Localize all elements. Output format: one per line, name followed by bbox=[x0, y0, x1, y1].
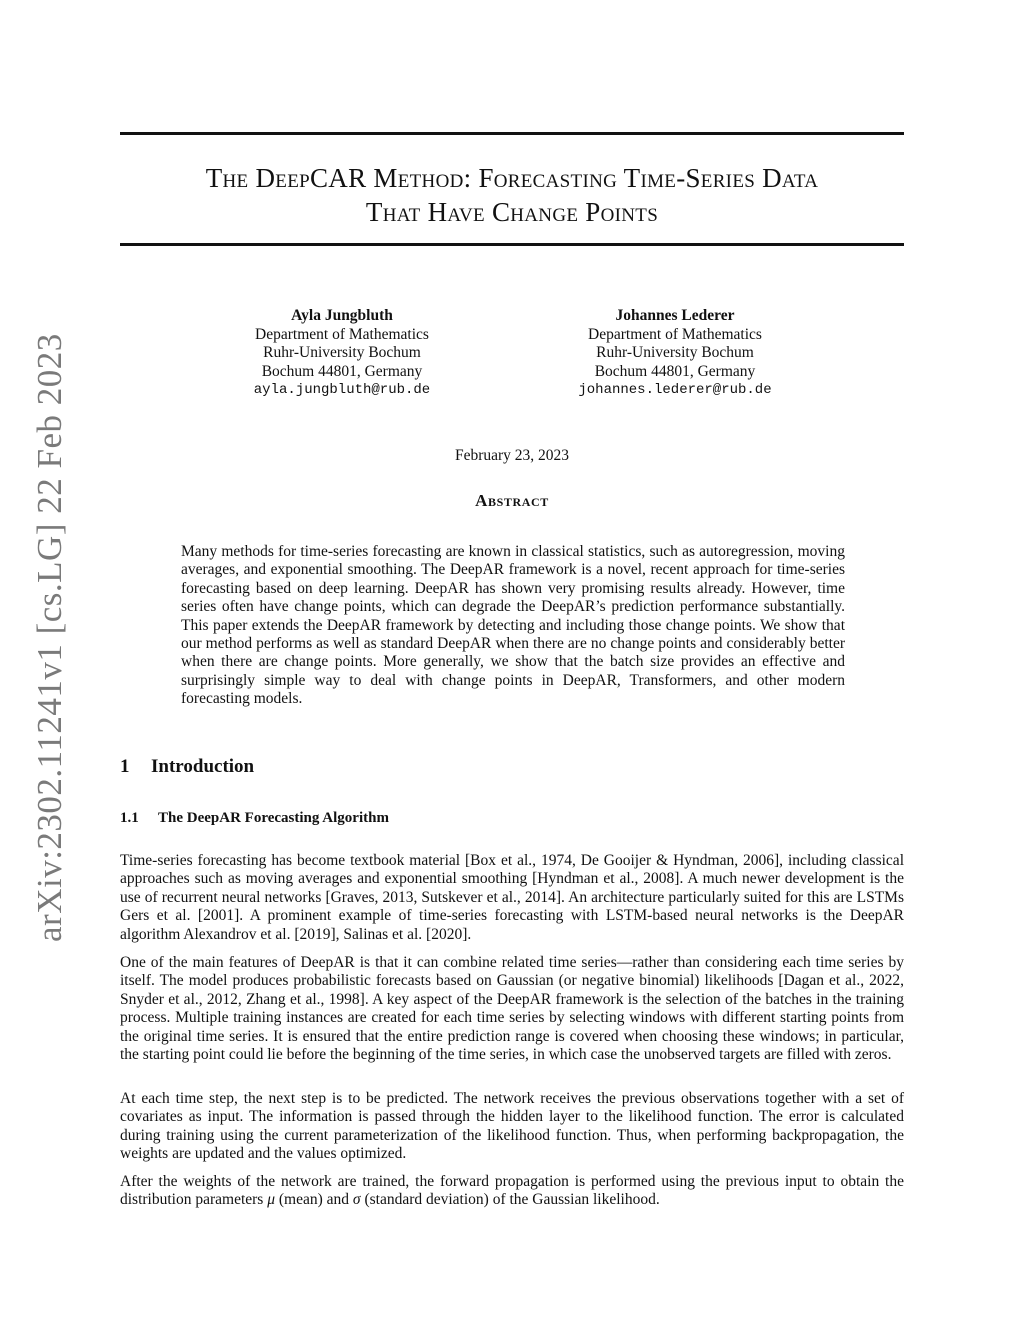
author-address: Bochum 44801, Germany bbox=[594, 362, 756, 380]
title-line-1: The DeepCAR Method: Forecasting Time-Series Data bbox=[205, 163, 819, 193]
author-department: Department of Mathematics bbox=[588, 325, 762, 343]
body-paragraph bbox=[120, 1173, 904, 1210]
title-line-2: That Have Change Points bbox=[365, 197, 659, 227]
abstract-heading: Abstract bbox=[475, 491, 549, 510]
title-rule-top bbox=[120, 132, 904, 135]
title-rule-bottom bbox=[120, 243, 904, 246]
mu-symbol: μ bbox=[267, 1191, 275, 1209]
subsection-number: 1.1 bbox=[120, 810, 139, 826]
section-title: Introduction bbox=[151, 756, 255, 777]
author-email[interactable]: johannes.lederer@rub.de bbox=[578, 382, 772, 398]
author-department: Department of Mathematics bbox=[255, 325, 429, 343]
author-university: Ruhr-University Bochum bbox=[596, 344, 754, 361]
sigma-symbol: σ bbox=[352, 1191, 361, 1209]
author-name: Johannes Lederer bbox=[615, 307, 735, 324]
paragraph-text: After the weights of the network are trained, the forward propagation is performed using the previous input to obtain the distribution parameters bbox=[120, 1173, 904, 1209]
arxiv-stamp: arXiv:2302.11241v1 [cs.LG] 22 Feb 2023 bbox=[30, 333, 69, 942]
author-university: Ruhr-University Bochum bbox=[263, 344, 421, 361]
paragraph-text: (mean) and bbox=[275, 1191, 353, 1209]
abstract-text: Many methods for time-series forecasting are known in classical statistics, such as autoregression, moving averages, and exponential smoothing. The DeepAR framework is a novel, recent approach for time-series forecasting based on deep learning. DeepAR has shown very promising results already. However, time series often have change points, which can degrade the DeepAR’s prediction performance substantially. This paper extends the DeepAR framework by detecting and including those change points. We show that our method performs as well as standard DeepAR when there are no change points and considerably better when there are change points. More generally, we show that the batch size provides an effective and surprisingly simple way to deal with change points in DeepAR, Transformers, and other modern forecasting models. bbox=[181, 543, 845, 708]
section-number: 1 bbox=[120, 756, 130, 777]
author-address: Bochum 44801, Germany bbox=[261, 362, 423, 380]
body-paragraph: At each time step, the next step is to be predicted. The network receives the previous observations together with a set of covariates as input. The information is passed through the hidden layer to the likelihood function. The error is calculated during training using the current parameterization of the likelihood function. Thus, when performing backpropagation, the weights are updated and the values optimized. bbox=[120, 1090, 904, 1163]
author-block bbox=[545, 307, 805, 400]
body-paragraph: One of the main features of DeepAR is that it can combine related time series—rather than considering each time series by itself. The model produces probabilistic forecasts based on Gaussian (or negative binomial) likelihoods [Dagan et al., 2022, Snyder et al., 2012, Zhang et al., 1998]. A key aspect of the DeepAR framework is the selection of the batches in the training process. Multiple training instances are created for each time series by selecting windows with different starting points from the original time series. It is ensured that the entire prediction range is covered when choosing these windows; in particular, the starting point could lie before the beginning of the time series, in which case the unobserved targets are filled with zeros. bbox=[120, 954, 904, 1064]
subsection-title: The DeepAR Forecasting Algorithm bbox=[158, 810, 389, 826]
author-block bbox=[212, 307, 472, 400]
paper-title bbox=[120, 161, 904, 229]
publication-date: February 23, 2023 bbox=[454, 447, 570, 464]
author-name: Ayla Jungbluth bbox=[291, 307, 393, 324]
subsection-heading bbox=[120, 810, 389, 827]
author-email[interactable]: ayla.jungbluth@rub.de bbox=[253, 382, 431, 398]
body-paragraph: Time-series forecasting has become textbook material [Box et al., 1974, De Gooijer & Hyndman, 2006], including classical approaches such as moving averages and exponential smoothing [Hyndman et al., 2008]. A much newer development is the use of recurrent neural networks [Graves, 2013, Sutskever et al., 2014]. An architecture particularly suited for this are LSTMs Gers et al. [2001]. A prominent example of time-series forecasting with LSTM-based neural networks is the DeepAR algorithm Alexandrov et al. [2019], Salinas et al. [2020]. bbox=[120, 852, 904, 943]
section-heading bbox=[120, 756, 254, 778]
paragraph-text: (standard deviation) of the Gaussian likelihood. bbox=[360, 1191, 660, 1209]
